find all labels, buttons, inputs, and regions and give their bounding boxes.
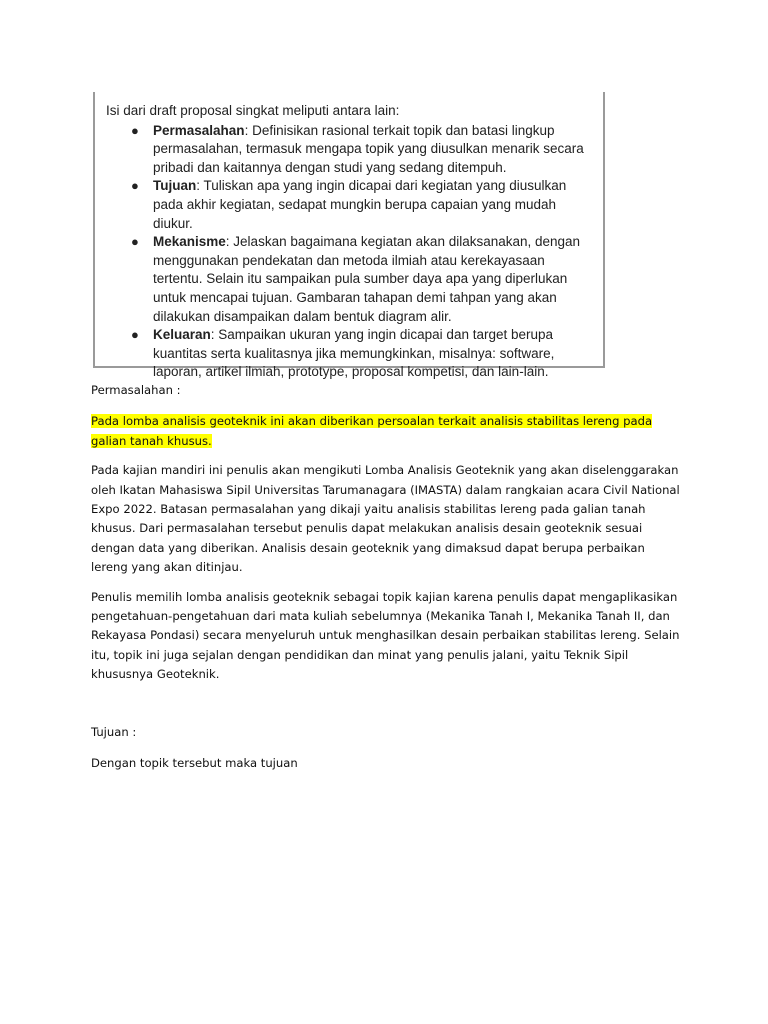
- proposal-guideline-image: [93, 92, 605, 380]
- guideline-text: : Sampaikan ukuran yang ingin dicapai dan target berupa kuantitas serta kualitasnya jika memungkinkan, misalnya: software, laporan, artikel ilmiah, prototype, proposal kompetisi, dan lain-lain.: [153, 327, 555, 380]
- bullet-icon: ●: [131, 122, 139, 138]
- guideline-text: : Tuliskan apa yang ingin dicapai dari kegiatan yang diusulkan pada akhir kegiatan, sedapat mungkin berupa capaian yang mudah diukur.: [153, 178, 567, 231]
- guideline-text: : Jelaskan bagaimana kegiatan akan dilaksanakan, dengan menggunakan pendekatan dan metoda ilmiah atau kerekayasaan tertentu. Selain itu sampaikan pula sumber daya apa yang diperlukan untuk mencapai tujuan. Gambaran tahapan demi tahpan yang akan dilakukan disampaikan dalam bentuk diagram alir.: [153, 234, 581, 324]
- paragraph: Pada kajian mandiri ini penulis akan mengikuti Lomba Analisis Geoteknik yang akan diselenggarakan oleh Ikatan Mahasiswa Sipil Universitas Tarumanagara (IMASTA) dalam rangkaian acara Civil National Expo 2022. Batasan permasalahan yang dikaji yaitu analisis stabilitas lereng pada galian tanah khusus. Dari permasalahan tersebut penulis dapat melakukan analisis desain geoteknik sesuai dengan data yang diberikan. Analisis desain geoteknik yang dimaksud dapat berupa perbaikan lereng yang akan ditinjau.: [91, 463, 680, 575]
- guideline-item-permasalahan: [106, 122, 595, 178]
- guideline-item-tujuan: [106, 177, 595, 233]
- paragraph: Dengan topik tersebut maka tujuan: [91, 756, 298, 771]
- guideline-term: Mekanisme: [153, 234, 226, 250]
- guideline-list: [106, 122, 595, 382]
- guideline-term: Tujuan: [153, 178, 197, 194]
- guideline-item-mekanisme: [106, 233, 595, 326]
- guideline-text: : Definisikan rasional terkait topik dan batasi lingkup permasalahan, termasuk mengapa topik yang diusulkan menarik secara pribadi dan kaitannya dengan studi yang sedang ditempuh.: [153, 122, 584, 175]
- bullet-icon: ●: [131, 327, 139, 343]
- document-body: [91, 381, 681, 784]
- guideline-intro: Isi dari draft proposal singkat meliputi antara lain:: [106, 103, 400, 118]
- highlighted-paragraph: [91, 412, 681, 451]
- section-heading-tujuan: Tujuan :: [91, 724, 137, 739]
- guideline-term: Permasalahan: [153, 122, 245, 138]
- guideline-term: Keluaran: [153, 327, 211, 343]
- paragraph: Penulis memilih lomba analisis geoteknik sebagai topik kajian karena penulis dapat mengaplikasikan pengetahuan-pengetahuan dari mata kuliah sebelumnya (Mekanika Tanah I, Mekanika Tanah II, dan Rekayasa Pondasi) secara menyeluruh untuk menghasilkan desain perbaikan stabilitas lereng. Selain itu, topik ini juga sejalan dengan pendidikan dan minat yang penulis jalani, yaitu Teknik Sipil khususnya Geoteknik.: [91, 589, 680, 682]
- highlighted-text: Pada lomba analisis geoteknik ini akan diberikan persoalan terkait analisis stabilitas lereng pada galian tanah khusus.: [91, 414, 653, 448]
- guideline-item-keluaran: [106, 326, 595, 382]
- bullet-icon: ●: [131, 234, 139, 250]
- spacer: [91, 695, 681, 723]
- section-heading-permasalahan: Permasalahan :: [91, 383, 181, 397]
- bullet-icon: ●: [131, 178, 139, 194]
